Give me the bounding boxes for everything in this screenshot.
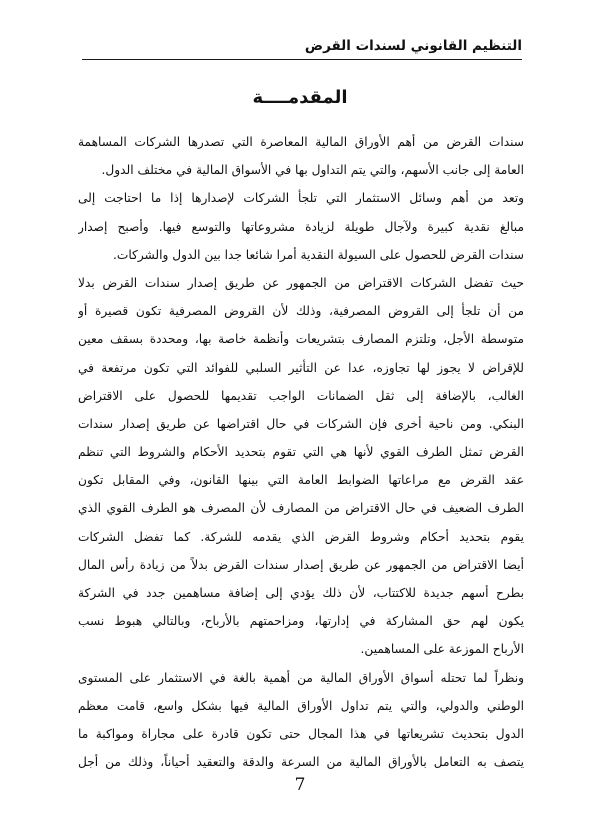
text-line: حيث تفضل الشركات الاقتراض من الجمهور عن طريق إصدار سندات القرض بدلا xyxy=(78,275,524,290)
text-line: الطرف الضعيف في حال الاقتراض من المصارف لأن المصرف هو الطرف القوي الذي xyxy=(78,501,524,516)
text-line: متوسطة الأجل، وتلتزم المصارف بتشريعات وأنظمة خاصة بها، ومحددة بسقف معين xyxy=(78,332,524,347)
text-line: البنكي. ومن ناحية أخرى فإن الشركات في حال اقتراضها عن طريق إصدار سندات xyxy=(78,416,524,431)
text-line: الوطني والدولي، والتي يتم تداول الأوراق المالية فيها بشكل واسع، قامت معظم xyxy=(78,698,524,713)
text-line: العامة إلى جانب الأسهم، والتي يتم التداول بها في الأسواق المالية في مختلف الدول. xyxy=(101,163,524,178)
text-line: عقد القرض مع مراعاتها الضوابط العامة التي بينها القانون، وفي المقابل تكون xyxy=(78,473,524,488)
text-line: يقوم بتحديد أحكام وشروط القرض الذي يقدمه للشركة. كما تفضل الشركات xyxy=(78,529,524,544)
text-line: أيضا الاقتراض من الجمهور عن طريق إصدار سندات القرض بدلاً من زيادة رأس المال xyxy=(78,557,524,572)
text-line: وتعد من أهم وسائل الاستثمار التي تلجأ الشركات لإصدارها إذا ما احتاجت إلى xyxy=(78,191,524,206)
page-number: 7 xyxy=(294,775,306,795)
text-line: سندات القرض من أهم الأوراق المالية المعاصرة التي تصدرها الشركات المساهمة xyxy=(78,135,524,149)
text-line: الغالب، بالإضافة إلى ثقل الضمانات الواجب تقديمها للحصول على الاقتراض xyxy=(78,388,524,403)
text-line: الأرباح الموزعة على المساهمين. xyxy=(360,642,524,657)
text-line: ونظراً لما تحتله أسواق الأوراق المالية من أهمية بالغة في الاستثمار على المستوى xyxy=(78,670,524,685)
text-line: الدول بتحديث تشريعاتها في هذا المجال حتى تكون قادرة على مجاراة ومواكبة ما xyxy=(78,726,524,741)
text-line: يكون لهم حق المشاركة في إدارتها، ومزاحمتهم بالأرباح، وبالتالي هبوط نسب xyxy=(78,614,524,629)
section-title: المقدمــــة xyxy=(252,87,348,108)
text-line: من أن تلجأ إلى القروض المصرفية، وذلك لأن القروض المصرفية تكون قصيرة أو xyxy=(78,304,524,319)
running-header: التنظيم القانوني لسندات القرض xyxy=(304,38,522,54)
text-line: يتصف به التعامل بالأوراق المالية من السرعة والدقة والتعقيد أحياناً، وذلك من أجل xyxy=(78,755,524,770)
text-line: مبالغ نقدية كبيرة ولآجال طويلة لزيادة مشروعاتها والتوسع فيها. وأصبح إصدار xyxy=(78,219,524,234)
text-line: للإقراض لا يجوز لها تجاوزه، عدا عن التأثير السلبي للفوائد التي تكون مرتفعة في xyxy=(78,360,524,375)
text-line: بطرح أسهم جديدة للاكتتاب، لأن ذلك يؤدي إلى إضافة مساهمين جدد في الشركة xyxy=(78,586,524,600)
header-rule xyxy=(82,59,522,60)
body-text xyxy=(78,128,524,776)
text-line: القرض تمثل الطرف القوي لأنها هي التي تقوم بتحديد الأحكام والشروط التي تنظم xyxy=(78,445,524,460)
text-line: سندات القرض للحصول على السيولة النقدية أمرا شائعا جدا بين الدول والشركات. xyxy=(112,247,524,262)
